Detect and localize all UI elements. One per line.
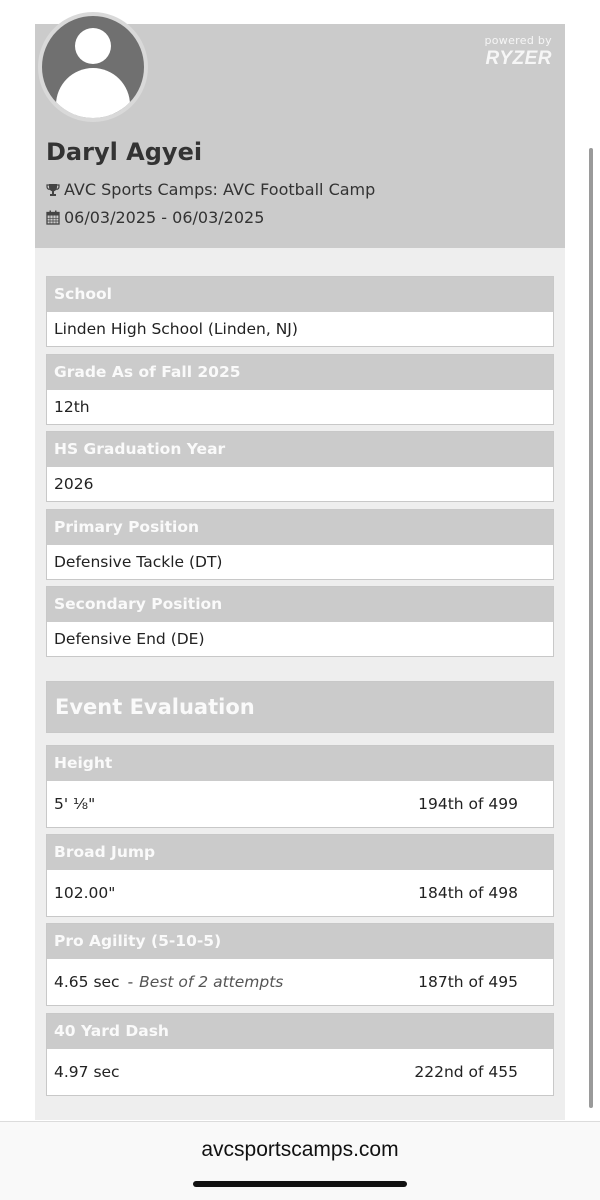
field-value: 2026 <box>54 475 94 493</box>
field-primary-position <box>46 509 554 580</box>
metric-40-yard-dash <box>46 1013 554 1096</box>
metric-value: 102.00" <box>54 884 116 902</box>
url-text[interactable]: avcsportscamps.com <box>201 1138 399 1161</box>
metric-row <box>47 1049 553 1095</box>
metric-value: 4.97 sec <box>54 1063 120 1081</box>
metric-height <box>46 745 554 828</box>
profile-header <box>35 24 565 248</box>
powered-by-text: powered by <box>484 34 552 47</box>
home-indicator[interactable] <box>193 1181 407 1187</box>
calendar-icon <box>46 210 60 225</box>
field-label: School <box>47 277 553 312</box>
field-secondary-position <box>46 586 554 657</box>
camp-dates: 06/03/2025 - 06/03/2025 <box>64 208 265 227</box>
field-grade <box>46 354 554 425</box>
field-label: Grade As of Fall 2025 <box>47 355 553 390</box>
powered-by-badge[interactable] <box>485 34 553 70</box>
field-value: Defensive Tackle (DT) <box>54 553 223 571</box>
metric-value: 5' ⅛" <box>54 795 96 813</box>
scrollbar[interactable] <box>589 148 593 1108</box>
ryzer-logo: RYZER <box>485 48 552 69</box>
metric-row <box>47 959 553 1005</box>
field-label: Secondary Position <box>47 587 553 622</box>
athlete-name: Daryl Agyei <box>46 138 203 166</box>
metric-label: Height <box>47 746 553 781</box>
field-label: HS Graduation Year <box>47 432 553 467</box>
metric-note: Best of 2 attempts <box>139 973 284 991</box>
field-value: Defensive End (DE) <box>54 630 205 648</box>
metric-row <box>47 781 553 827</box>
metric-pro-agility <box>46 923 554 1006</box>
metric-value: 4.65 sec <box>54 973 120 991</box>
browser-address-bar[interactable] <box>0 1121 600 1200</box>
metric-row <box>47 870 553 916</box>
camp-name: AVC Sports Camps: AVC Football Camp <box>64 180 376 199</box>
field-value: 12th <box>54 398 90 416</box>
metric-label: Broad Jump <box>47 835 553 870</box>
user-silhouette-icon <box>75 28 111 64</box>
dates-line <box>46 208 264 227</box>
metric-rank: 187th of 495 <box>418 973 518 991</box>
metric-label: Pro Agility (5-10-5) <box>47 924 553 959</box>
metric-label: 40 Yard Dash <box>47 1014 553 1049</box>
camp-line <box>46 180 375 199</box>
field-graduation-year <box>46 431 554 502</box>
field-label: Primary Position <box>47 510 553 545</box>
profile-card <box>35 24 565 1120</box>
trophy-icon <box>46 183 60 197</box>
metric-rank: 194th of 499 <box>418 795 518 813</box>
field-value: Linden High School (Linden, NJ) <box>54 320 298 338</box>
metric-separator: - <box>127 973 134 991</box>
metric-broad-jump <box>46 834 554 917</box>
metric-rank: 184th of 498 <box>418 884 518 902</box>
metric-rank: 222nd of 455 <box>414 1063 518 1081</box>
avatar <box>38 12 148 122</box>
field-school <box>46 276 554 347</box>
event-evaluation-heading: Event Evaluation <box>46 681 554 733</box>
